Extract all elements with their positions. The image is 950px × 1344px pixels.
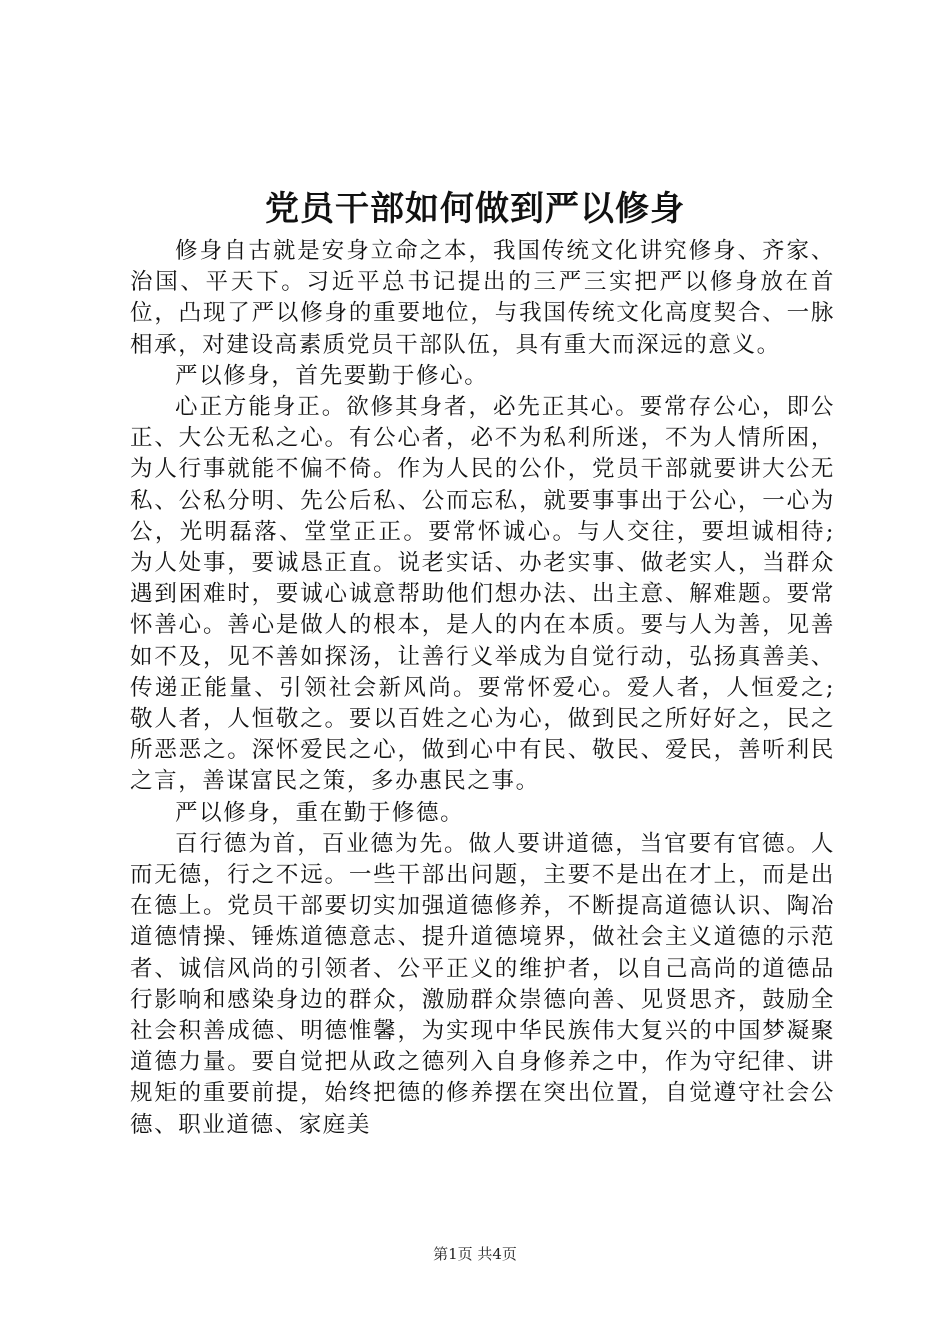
paragraph-xiuxin-body: 心正方能身正。欲修其身者，必先正其心。要常存公心，即公正、大公无私之心。有公心者，必不为私利所迷，不为人情所困，为人行事就能不偏不倚。作为人民的公仆，党员干部就要讲大公无私、公私分明、先公后私、公而忘私，就要事事出于公心，一心为公，光明磊落、堂堂正正。要常怀诚心。与人交往，要坦诚相待;为人处事，要诚恳正直。说老实话、办老实事、做老实人，当群众遇到困难时，要诚心诚意帮助他们想办法、出主意、解难题。要常怀善心。善心是做人的根本，是人的内在本质。要与人为善，见善如不及，见不善如探汤，让善行义举成为自觉行动，弘扬真善美、传递正能量、引领社会新风尚。要常怀爱心。爱人者，人恒爱之;敬人者，人恒敬之。要以百姓之心为心，做到民之所好好之，民之所恶恶之。深怀爱民之心，做到心中有民、敬民、爱民，善听利民之言，善谋富民之策，多办惠民之事。 [130,394,835,795]
page-number: 第1页 共4页 [433,1245,517,1263]
paragraph-intro: 修身自古就是安身立命之本，我国传统文化讲究修身、齐家、治国、平天下。习近平总书记提出的三严三实把严以修身放在首位，凸现了严以修身的重要地位，与我国传统文化高度契合、一脉相承，对建设高素质党员干部队伍，具有重大而深远的意义。 [130,238,835,358]
paragraph-heading-xiuxin: 严以修身，首先要勤于修心。 [175,362,489,389]
document-body [130,236,835,1141]
paragraph-heading-xiude: 严以修身，重在勤于修德。 [175,799,465,826]
paragraph-xiude-body: 百行德为首，百业德为先。做人要讲道德，当官要有官德。人而无德，行之不远。一些干部出问题，主要不是出在才上，而是出在德上。党员干部要切实加强道德修养，不断提高道德认识、陶冶道德情操、锤炼道德意志、提升道德境界，做社会主义道德的示范者、诚信风尚的引领者、公平正义的维护者，以自己高尚的道德品行影响和感染身边的群众，激励群众崇德向善、见贤思齐，鼓励全社会积善成德、明德惟馨，为实现中华民族伟大复兴的中国梦凝聚道德力量。要自觉把从政之德列入自身修养之中，作为守纪律、讲规矩的重要前提，始终把德的修养摆在突出位置，自觉遵守社会公德、职业道德、家庭美 [130,830,835,1138]
document-title: 党员干部如何做到严以修身 [265,189,685,229]
